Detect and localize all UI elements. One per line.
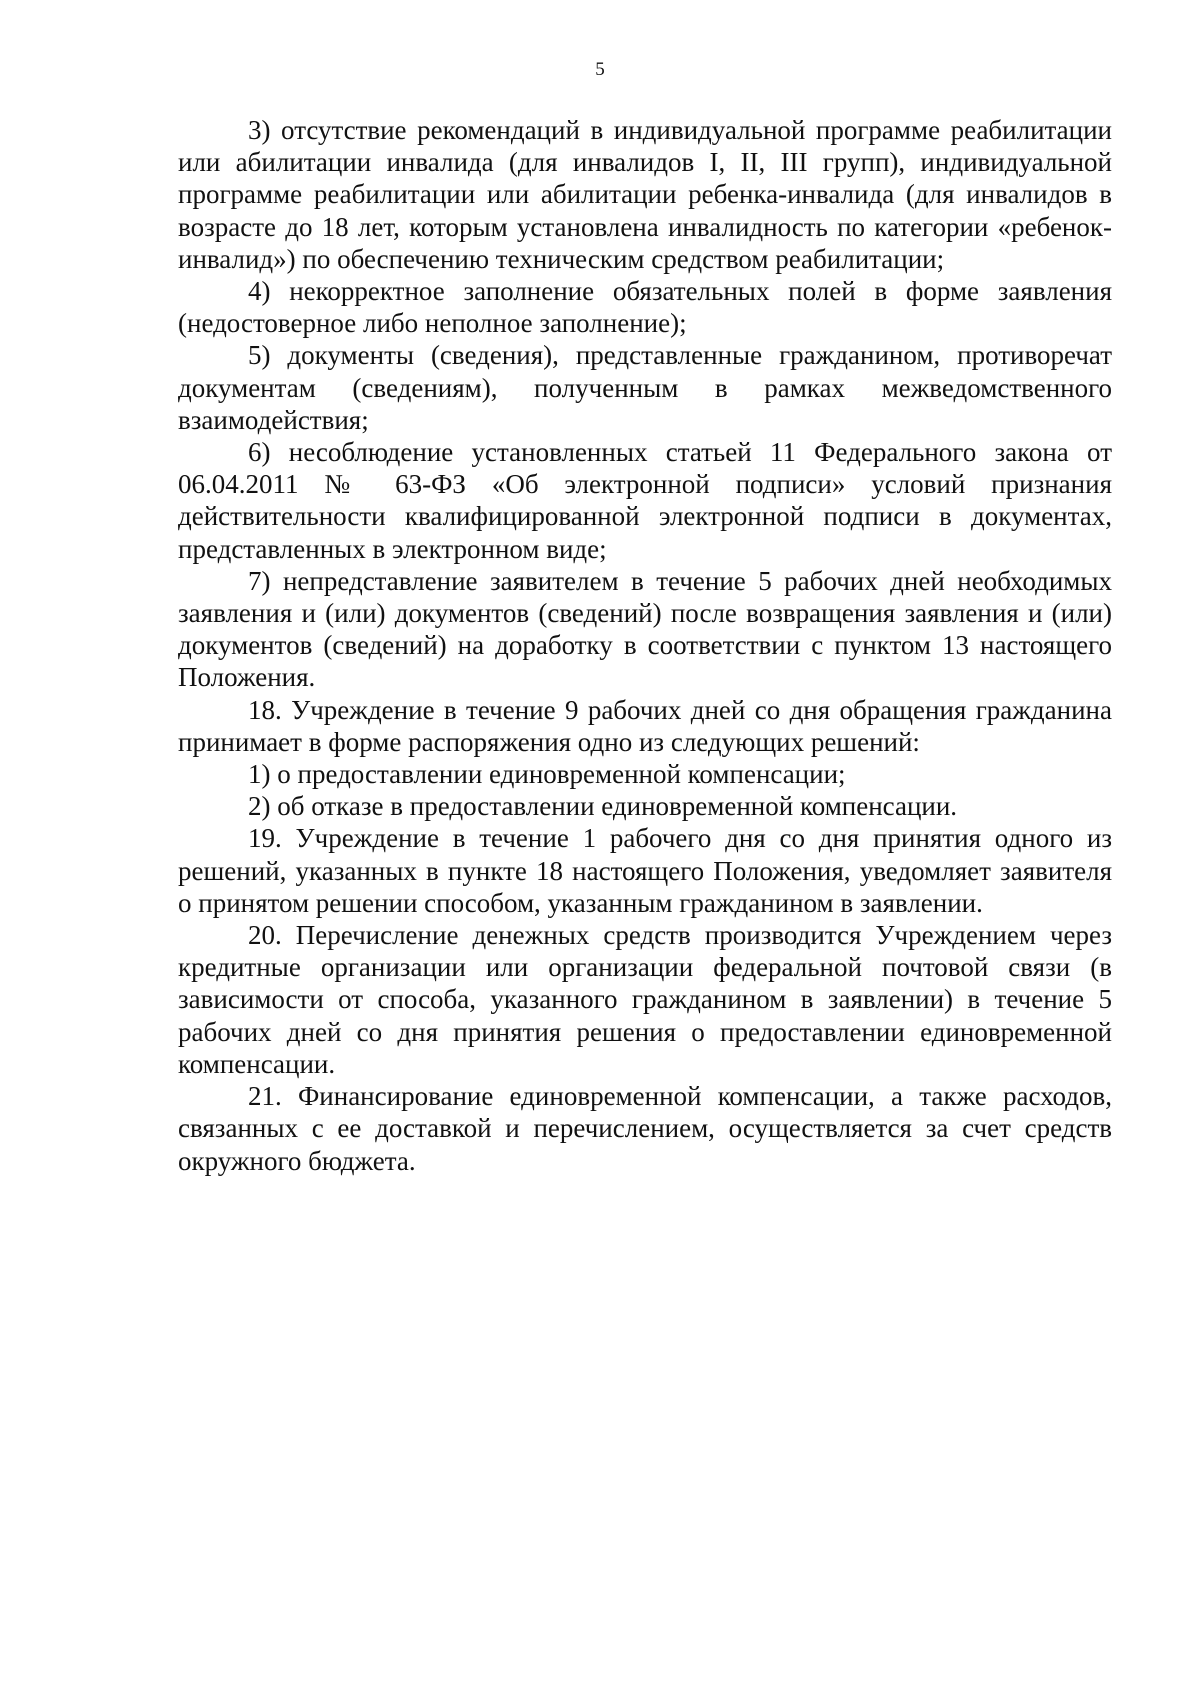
paragraph-item-3: 3) отсутствие рекомендаций в индивидуальной программе реабилитации или абилитации инвалида (для инвалидов I, II, III групп), индивидуальной программе реабилитации или абилитации ребенка-инвалида (для инвалидов в возрасте до 18 лет, которым установлена инвалидность по категории «ребенок-инвалид») по обеспечению техническим средством реабилитации; xyxy=(178,115,1112,274)
paragraph-clause-21: 21. Финансирование единовременной компенсации, а также расходов, связанных с ее доставкой и перечислением, осуществляется за счет средств окружного бюджета. xyxy=(178,1081,1112,1176)
page-number: 5 xyxy=(595,59,605,80)
paragraph-clause-19: 19. Учреждение в течение 1 рабочего дня со дня принятия одного из решений, указанных в пункте 18 настоящего Положения, уведомляет заявителя о принятом решении способом, указанным гражданином в заявлении. xyxy=(178,823,1112,918)
document-body xyxy=(178,114,1112,1177)
paragraph-item-6: 6) несоблюдение установленных статьей 11 Федерального закона от 06.04.2011 № 63-ФЗ «Об электронной подписи» условий признания действительности квалифицированной электронной подписи в документах, представленных в электронном виде; xyxy=(178,437,1112,564)
paragraph-item-5: 5) документы (сведения), представленные гражданином, противоречат документам (сведениям), полученным в рамках межведомственного взаимодействия; xyxy=(178,340,1112,435)
paragraph-clause-18: 18. Учреждение в течение 9 рабочих дней со дня обращения гражданина принимает в форме распоряжения одно из следующих решений: xyxy=(178,694,1112,757)
paragraph-decision-1: 1) о предоставлении единовременной компенсации; xyxy=(248,759,846,790)
paragraph-decision-2: 2) об отказе в предоставлении единовременной компенсации. xyxy=(248,791,958,822)
paragraph-item-4: 4) некорректное заполнение обязательных полей в форме заявления (недостоверное либо неполное заполнение); xyxy=(178,276,1112,339)
paragraph-clause-20: 20. Перечисление денежных средств производится Учреждением через кредитные организации или организации федеральной почтовой связи (в зависимости от способа, указанного гражданином в заявлении) в течение 5 рабочих дней со дня принятия решения о предоставлении единовременной компенсации. xyxy=(178,920,1112,1079)
paragraph-item-7: 7) непредставление заявителем в течение 5 рабочих дней необходимых заявления и (или) документов (сведений) после возвращения заявления и (или) документов (сведений) на доработку в соответствии с пунктом 13 настоящего Положения. xyxy=(178,565,1112,693)
